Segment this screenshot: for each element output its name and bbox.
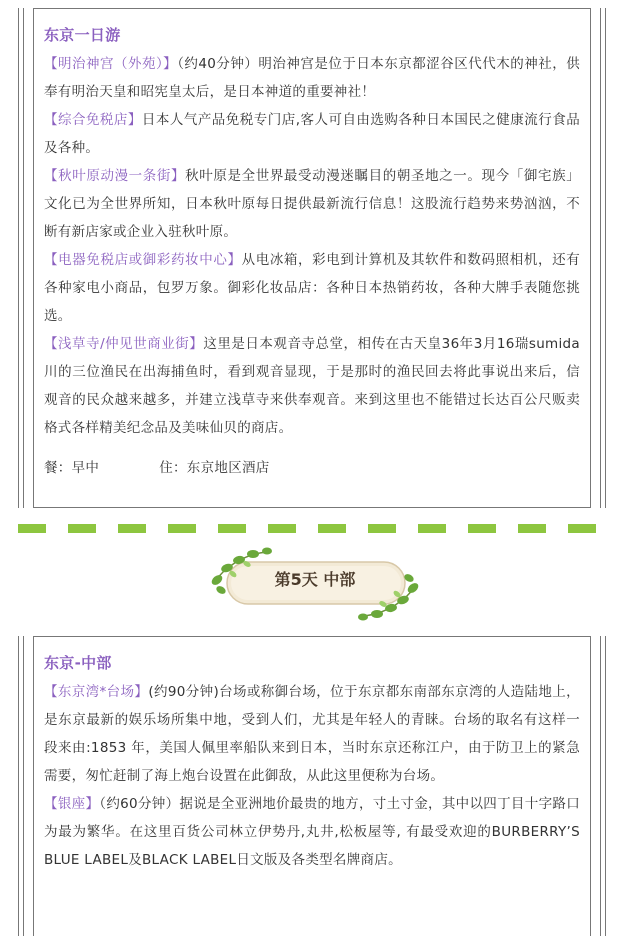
item-tag: 【明治神宫（外苑）】 bbox=[44, 56, 178, 72]
day4-content bbox=[44, 20, 580, 482]
meal-stay-row bbox=[44, 454, 580, 482]
item-text: （约60分钟）据说是全亚洲地价最贵的地方，寸土寸金，其中以四丁目十字路口为最为繁华。在这里百货公司林立伊势丹,丸井,松板屋等, 有最受欢迎的BURBERRY’S BLUE LABEL及BLACK LABEL日文版及各类型名牌商店。 bbox=[44, 796, 580, 868]
item-text: 秋叶原是全世界最受动漫迷瞩目的朝圣地之一。现今「御宅族」文化已为全世界所知，日本秋叶原每日提供最新流行信息！这股流行趋势来势汹汹，不断有新店家或企业入驻秋叶原。 bbox=[44, 168, 580, 240]
item-tag: 【东京湾*台场】 bbox=[44, 684, 149, 700]
stay-info: 住：东京地区酒店 bbox=[159, 460, 270, 476]
right-rail bbox=[600, 8, 606, 508]
day5-content bbox=[44, 648, 580, 874]
item-tag: 【电器免税店或御彩药妆中心】 bbox=[44, 252, 242, 268]
item-text: 日本人气产品免税专门店,客人可自由选购各种日本国民之健康流行食品及各种。 bbox=[44, 112, 580, 156]
item-tag: 【银座】 bbox=[44, 796, 100, 812]
banner-label: 第5天 中部 bbox=[274, 570, 356, 589]
itinerary-item bbox=[44, 50, 580, 106]
meal-info: 餐：早中 bbox=[44, 460, 100, 476]
day4-title: 东京一日游 bbox=[44, 26, 121, 44]
day-banner bbox=[205, 544, 425, 624]
itinerary-item bbox=[44, 330, 580, 442]
item-text: (约90分钟)台场或称御台场，位于东京都东南部东京湾的人造陆地上，是东京最新的娱乐场所集中地，受到人们，尤其是年轻人的青睐。台场的取名有这样一段来由:1853 年，美国人佩里率船队来到日本，当时东京还称江户，由于防卫上的紧急需要，匆忙赶制了海上炮台设置在此御敌，从此这里便称为台场。 bbox=[44, 684, 580, 784]
item-text: 从电冰箱，彩电到计算机及其软件和数码照相机，还有各种家电小商品，包罗万象。御彩化妆品店：各种日本热销药妆，各种大牌手表随您挑选。 bbox=[44, 252, 580, 324]
itinerary-item bbox=[44, 162, 580, 246]
right-rail bbox=[600, 636, 606, 936]
item-text: （约40分钟）明治神宫是位于日本东京都涩谷区代代木的神社，供奉有明治天皇和昭宪皇太后，是日本神道的重要神社！ bbox=[44, 56, 581, 100]
item-tag: 【浅草寺/仲见世商业街】 bbox=[44, 336, 204, 352]
itinerary-item bbox=[44, 246, 580, 330]
itinerary-item bbox=[44, 790, 580, 874]
item-tag: 【综合免税店】 bbox=[44, 112, 142, 128]
day5-card bbox=[18, 636, 606, 936]
day5-title: 东京-中部 bbox=[44, 654, 112, 672]
itinerary-item bbox=[44, 678, 580, 790]
left-rail bbox=[18, 8, 24, 508]
left-rail bbox=[18, 636, 24, 936]
dashed-divider bbox=[18, 524, 606, 533]
day4-card bbox=[18, 8, 606, 508]
itinerary-item bbox=[44, 106, 580, 162]
item-text: 这里是日本观音寺总堂，相传在古天皇36年3月16瑞sumida川的三位渔民在出海捕鱼时，看到观音显现，于是那时的渔民回去将此事说出来后，信观音的民众越来越多，并建立浅草寺来供奉观音。来到这里也不能错过长达百公尺贩卖格式各样精美纪念品及美味仙贝的商店。 bbox=[44, 336, 580, 436]
item-tag: 【秋叶原动漫一条街】 bbox=[44, 168, 186, 184]
